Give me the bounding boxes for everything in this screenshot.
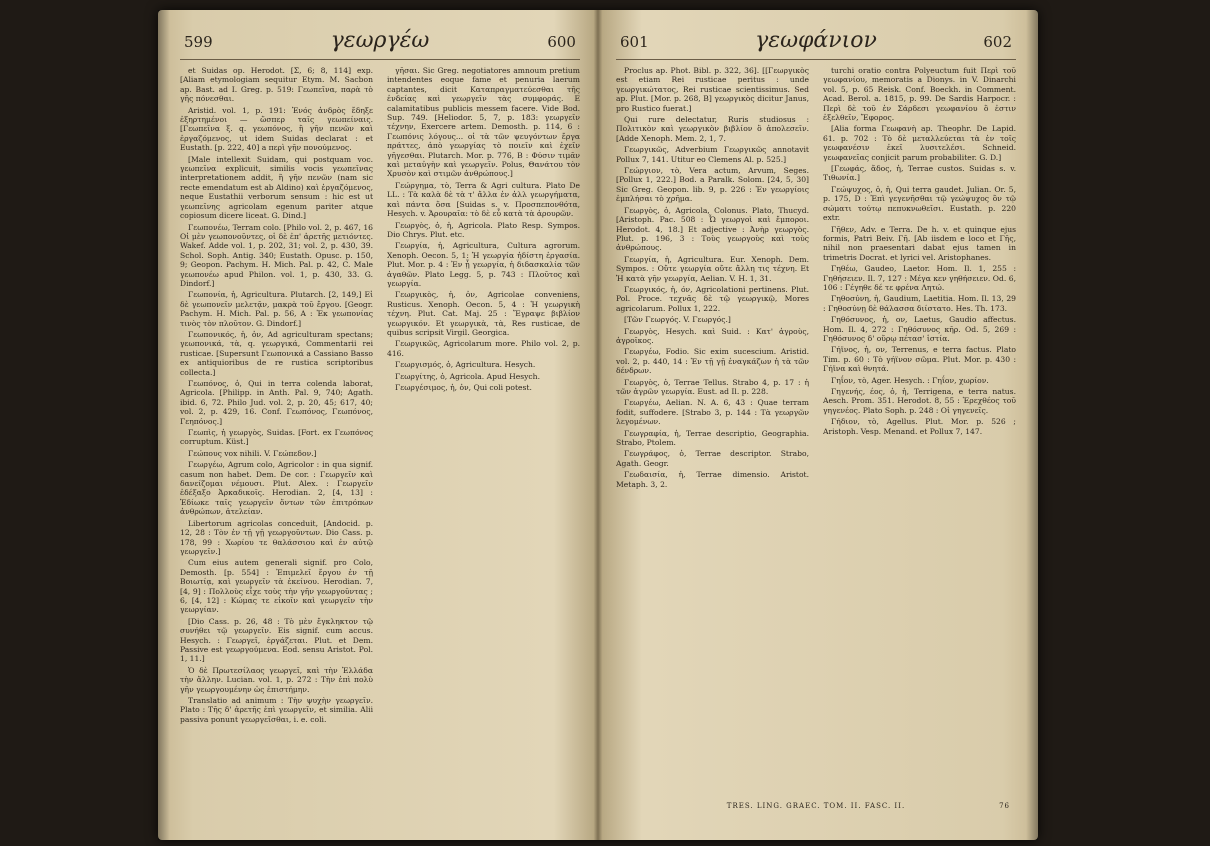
dictionary-entry: Γεωργικῶς, Adverbium Γεωργικῶς annotavit Pollux 7, 141. Utitur eo Clemens Al. p. 525.] [616, 145, 809, 164]
dictionary-entry: [Τῶν Γεωργός. V. Γεωργός.] [624, 315, 731, 325]
left-page-header [180, 28, 580, 60]
dictionary-entry: Γεωργὸς, ὁ, Terrae Tellus. Strabo 4, p. 17 : ἡ τῶν ἀγρῶν γεωργία. Eust. ad Il. p. 228. [616, 377, 809, 396]
dictionary-entry: Γεωργὸς, Hesych. καὶ Suid. : Κατ' ἀγροὺς, ἀγροῖκος. [616, 326, 809, 345]
dictionary-entry: Γεωργικὸς, ἡ, ὀν, Agricolae conveniens, Rusticus. Xenoph. Oecon. 5, 4 : Ἡ γεωργικὴ τέχνη. Plut. Cat. Maj. 25 : Ἔγραψε βιβλίον γεωργικόν. Et γεωργικὰ, τὰ, Res rusticae, de quibus scripsit Virgil. Georgica. [387, 290, 580, 337]
dictionary-entry: Γηΐον, τὸ, Ager. Hesych. : Γηΐον, χωρίον. [831, 375, 989, 385]
dictionary-entry: Γεωγράφος, ὁ, Terrae descriptor. Strabo, Agath. Geogr. [616, 449, 809, 468]
dictionary-entry: Γηθέω, Gaudeo, Laetor. Hom. Il. 1, 255 : Γηθήσειεν. Il. 7, 127 : Μέγα κεν γηθήσειεν. Od. 6, 106 : Γέγηθε δέ τε φρένα Λητώ. [823, 264, 1016, 292]
left-headword: γεωργέω [330, 28, 430, 53]
dictionary-entry: Libertorum agricolas conceduit, [Andocid. p. 12, 28 : Τὸν ἐν τῇ γῇ γεωργοῦντων. Dio Cass. p. 178, 99 : Χωρίου τε θαλάσσιου καὶ ἐν αὐτῷ γεωργεῖν.] [180, 518, 373, 556]
dictionary-entry: Γήϊνος, ἡ, ον, Terrenus, e terra factus. Plato Tim. p. 60 : Τὸ γήϊνον σῶμα. Plut. Mor. p. 430 : Γήϊνα καὶ θνητά. [823, 345, 1016, 374]
page-footer [616, 802, 1016, 810]
left-column-number: 600 [547, 33, 576, 51]
dictionary-entry: Qui rure delectatur, Ruris studiosus : Πολιτικὸν καὶ γεωργικὸν βιβλίον ὃ ἀπολεσεῖν. [Adde Xenoph. Mem. 2, 1, 7. [616, 115, 809, 143]
left-column-1 [180, 66, 373, 796]
left-column-2 [387, 66, 580, 796]
book-edge-shadow-right [1026, 10, 1038, 840]
dictionary-entry: et Suidas op. Herodot. [Σ, 6; 8, 114] exp. [Aliam etymologiam sequitur Etym. M. Sacbon ap. Bast. ad I. Greg. p. 519: Γεωπεῖνα, παρὰ τὸ γῆς πόνεσθαι. [180, 66, 373, 104]
left-page-number: 599 [184, 33, 213, 51]
dictionary-entry: Γεωπονία, ἡ, Agricultura. Plutarch. [2, 149,] Εἰ δὲ γεωπονεῖν μελετᾷν, μακρὰ τοῦ ἔργου. [Geogr. Pachym. H. Mich. Pal. p. 56, A : Ἐκ γεωπονίας τινὸς τὸν πλοῦτον. G. Dindorf.] [180, 290, 373, 328]
dictionary-entry: Γεώργιον, τὸ, Vera actum, Arvum, Seges. [Pollux 1, 222.] Bod. a Paralk. Solom. [24, 5, 30] Sic Greg. Geopon. lib. 9, p. 226 : Ἐν γεωργίοις ἐμπλήσαι τὸ χρῆμα. [616, 166, 809, 204]
right-column-number: 601 [620, 33, 649, 51]
dictionary-entry: Γηθοσύνη, ἡ, Gaudium, Laetitia. Hom. Il. 13, 29 : Γηθοσύνῃ δὲ θάλασσα διίστατο. Hes. Th. 173. [823, 294, 1016, 313]
book-edge-shadow-left [158, 10, 170, 840]
dictionary-entry: [Alia forma Γεωφανὴ ap. Theophr. De Lapid. 61. p. 702 : Τὸ δὲ μεταλλεύεται τὰ ἐν τοῖς γεωφανέσιν ἐκεῖ λυσιτελέσι. Schneid. γεωφανεῖας conjicit parum probabiliter. G. D.] [823, 124, 1016, 162]
dictionary-entry: Γεωπονικός, ἡ, ὀν, Ad agriculturam spectans; γεωπονικά, τὰ, q. γεωργικά, Commentarii rei rusticae. [Supersunt Γεωπονικά a Cassiano Basso ex antiquioribus de re rustica scriptoribus collecta.] [180, 329, 373, 377]
dictionary-entry: Γεωργισμός, ὁ, Agricultura. Hesych. [395, 360, 536, 370]
dictionary-entry: Γεωργικός, ἡ, όν, Agricolationi pertinens. Plut. Pol. Proce. τεχνᾶς δὲ τῷ γεωργικῷ, Mores agricolarum. Pollux 1, 222. [616, 284, 809, 313]
dictionary-entry: Γεωργία, ἡ, Agricultura. Eur. Xenoph. Dem. Sympos. : Οὔτε γεωργία οὔτε ἄλλη τις τέχνη. Et Ἡ κατὰ γῆν γεωργία, Aelian. V. H. 1, 31. [616, 254, 809, 283]
dictionary-entry: turchi oratio contra Polyeuctum fuit Περὶ τοῦ γεωφανίου, memoratis a Dionys. in V. Dinarchi vol. 5, p. 65 Reisk. Conf. Boeckh. in Comment. Acad. Berol. a. 1815, p. 99. De Sardis Harpocr. : Περὶ δὲ τοῦ ἐν Σάρδεσι γεωφανίου ὃ ἐστιν ἐξελθεῖν, Ἔφορος. [823, 66, 1016, 123]
dictionary-entry: Γήδιον, τὸ, Agellus. Plut. Mor. p. 526 ; Aristoph. Vesp. Menand. et Pollux 7, 147. [823, 417, 1016, 436]
dictionary-entry: [Γεωφάς, ἄδος, ἡ, Terrae custos. Suidas s. v. Τιθωνία.] [823, 164, 1016, 183]
dictionary-entry: Γεωργέσιμος, ἡ, ὁν, Qui coli potest. [395, 383, 532, 392]
dictionary-entry: Γεωργία, ἡ, Agricultura, Cultura agrorum. Xenoph. Oecon. 5, 1: Ἡ γεωργία ἡδίστη ἐργασία. Plut. Mor. p. 4 : Ἐν ᾗ γεωργία, ἡ διδασκαλία τῶν ἀγαθῶν. Plato Legg. 5, p. 743 : Πλοῦτος καὶ γεωργία. [387, 241, 580, 288]
dictionary-entry: Translatio ad animum : Τὴν ψυχὴν γεωργεῖν. Plato : Τῆς δ' ἀρετῆς ἐπὶ γεωργεῖν, et similia. Alii passiva ponunt γεωργεῖσθαι, i. e. coli. [180, 696, 373, 724]
dictionary-entry: Γεωγραφία, ἡ, Terrae descriptio, Geographia. Strabo, Ptolem. [616, 428, 809, 448]
right-page-number: 602 [983, 33, 1012, 51]
dictionary-entry: Γεωργίτης, ὁ, Agricola. Apud Hesych. [395, 371, 540, 381]
right-column-2 [823, 66, 1016, 796]
right-page-columns [616, 66, 1016, 796]
dictionary-entry: Γεωργέω, Fodio. Sic exim sucescium. Aristid. vol. 2, p. 440, 14 : Ἐν τῇ γῇ ἐναγκάζων ἡ τὰ τῶν δένδρων. [616, 347, 809, 376]
dictionary-entry: Γεωργὸς, ὁ, Agricola, Colonus. Plato, Thucyd. [Aristoph. Pac. 508 : Ὦ γεωργοὶ καὶ ἔμποροι. Herodot. 4, 18.] Et adjective : Ἀνὴρ γεωργὸς. Plut. p. 196, 3 : Τοὺς γεωργοὺς καὶ τοὺς ἀνθρώπους. [616, 205, 809, 253]
dictionary-entry: Γεωπὶς, ἡ γεωργὸς, Suidas. [Fort. ex Γεωπόνος corruptum. Küst.] [180, 428, 373, 447]
dictionary-entry: Γεώργημα, τὸ, Terra & Agri cultura. Plato De LL. : Τὰ καλὰ δὲ τὰ τ' ἄλλα ἐν ἀλλ γεωργήματα, καὶ πάντα ὅσα [Suidas s. v. Προσπεπονθότα, Hesych. v. Ἀρουραῖα: τὸ δὲ εὖ κατὰ τὰ ἀρουρῶν. [387, 180, 580, 219]
right-page [616, 28, 1016, 818]
dictionary-entry: Proclus ap. Phot. Bibl. p. 322, 36]. [[Γεωργικὸς est etiam Rei rusticae peritus : unde γεωργικώτατος, Rei rusticae scientissimus. Sed ap. Plut. [Mor. p. 268, B] γεωργικὸς dicitur Janus, pro Rustico fuerat.] [616, 66, 809, 113]
dictionary-entry: Γεωργέω, Aelian. N. A. 6, 43 : Quae terram fodit, suffodere. [Strabo 3, p. 144 : Τὰ γεωργῶν λεγομένων. [616, 398, 809, 427]
dictionary-entry: Cum eius autem generali signif. pro Colo, Demosth. [p. 554] : Ἐπιμελεῖ ἔργου ἐν τῇ Βοιωτίᾳ, καὶ γεωργεῖν τὰ ἐκείνου. Herodian. 7, [4, 9] : Πολλοὺς εἶχε τοὺς τὴν γῆν γεωργοῦντας ; 6, [4, 12] : Κώμας τε εἰκοῖν καὶ γεωργεῖν τὴν γεωργίαν. [180, 558, 373, 615]
footer-title: TRES. LING. GRAEC. TOM. II. FASC. II. [726, 802, 906, 810]
dictionary-entry: Γεωπόνος, ὁ, Qui in terra colenda laborat, Agricola. [Philipp. in Anth. Pal. 9, 740; Agath. ibid. 6, 72. Philo Jud. vol. 2, p. 20, 45; 617, 40; vol. 2, p. 429, 16. Conf. Γεωπόνος, Γεωπόνος, Γεηπόνος.] [180, 379, 373, 426]
right-page-header [616, 28, 1016, 60]
left-page-columns [180, 66, 580, 796]
dictionary-entry: Aristid. vol. 1, p. 191: Ἐνός ἀνδρὸς ἔδηξε ἐξηρτημένοι — ὥσπερ ταῖς γεωπείναις. [Γεωπεῖνα ξ. q. γεωπόνος, ἢ γῆν πενῶν καὶ ἐργαζόμενος, ut idem Suidas declarat : et Eustath. [p. 222, 40] a περὶ γῆν πονούμενος. [180, 105, 373, 153]
dictionary-entry: Γεωπονέω, Terram colo. [Philo vol. 2, p. 467, 16 Οἱ μὲν γεωπονοῦντες, οἱ δὲ ἐπ' ἀρετῆς μετιόντες. Wakef. Adde vol. 1, p. 202, 31; vol. 2, p. 430, 39. Schol. Soph. Antig. 340; Eustath. Opusc. p. 150, 9; Geopon. Pachym. H. Mich. Pal. p. 42, C. Male γεωπονέω apud Philon. vol. 1, p. 430, 33. G. Dindorf.] [180, 222, 373, 288]
dictionary-entry: Γεώψυχος, ὁ, ἡ, Qui terra gaudet. Julian. Or. 5, p. 175, D : Ἐπὶ γεγενῆσθαι τῷ γεώψυχος ὂν τῷ σώματι τούτῳ πεπυκνωθεῖσι. Eustath. p. 220 extr. [823, 184, 1016, 223]
dictionary-entry: γῆσαι. Sic Greg. negotiatores amnoum pretium intendentes eoque fame et penuria laerum captantes, dicit Καταπραγματεύεσθαι τῆς ἐνδείας καὶ γεωργεῖν τὰς συμφοράς. E calamitatibus publicis messem facere. Vide Bod. Sup. 749. [Heliodor. 5, 7, p. 183: γεωργεῖν τέχνην, Exercere artem. Demosth. p. 114, 6 : Γεωπόνις λόγους... οἱ τὰ τῶν ψευγόντων ἔργα πράττες, ἀπὸ γεωργίας τὸ ποιεῖν καὶ ἐχεῖν γῆγεσθαι. Plutarch. Mor. p. 776, B : Φύσιν τιμᾶν καὶ μεταὐγὴν καὶ γεωργεῖν. Polus, Θανάτου τὸν Χρυσὸν καὶ στιμῶν ἀνθρώπους.] [387, 66, 580, 179]
footer-signature: 76 [999, 802, 1010, 810]
dictionary-entry: [Dio Cass. p. 26, 48 : Τὸ μὲν ἔγκληκτον τῷ συνήθει τῷ γεωργεῖν. Eis signif. cum accus. Hesych. : Γεωργεῖ, ἐργάζεται. Plut. et Dem. Passive est γεωργούμενα. Eod. sensu Aristot. Pol. 1, 11.] [180, 616, 373, 664]
dictionary-entry: Γεωργέω, Agrum colo, Agricolor : in qua signif. casum non habet. Dem. De cor. : Γεωργεῖν καὶ δανείζομαι νέμουσι. Plut. Alex. : Γεωργεῖν ἐδέξαξο Ἀρκαδικοῖς. Herodian. 2, [4, 13] : Ἐδίωκε ταῖς γεωργεῖν ὄντων τῶν ἐπιτρόπων ἀνθρώπων, ἀτελείαν. [180, 460, 373, 517]
dictionary-entry: Γηθόσυνος, ἡ, ον, Laetus, Gaudio affectus. Hom. Il. 4, 272 : Γηθόσυνος κῆρ. Od. 5, 269 : Γηθόσυνος δ' οὔρῳ πέτασ' ἱστία. [823, 315, 1016, 343]
dictionary-entry: Γεωργικῶς, Agricolarum more. Philo vol. 2, p. 416. [387, 339, 580, 358]
dictionary-entry: Γῆθεν, Adv. e Terra. De h. v. et quinque ejus formis, Patri Beiv. Γῆ. [Ab iisdem e loco et Γῆς, nihil non praesentari dabat ejus tamen in trimetris Docrat. et lyrici vel. Aristophanes. [823, 224, 1016, 262]
open-book [158, 10, 1038, 840]
left-page [180, 28, 580, 818]
dictionary-entry: Γεωργὸς, ὁ, ἡ, Agricola. Plato Resp. Sympos. Dio Chrys. Plut. etc. [387, 220, 580, 239]
dictionary-entry: [Male intellexit Suidam, qui postquam voc. γεωπεῖνα explicuit, similis vocis γεωπεῖνας interpretationem addit, ἢ γῆν πενῶν (nam sic recte emendatum est ab Aldino) καὶ ἐργαζόμενος, neque Eustathii verborum sensum : hic est ut γεωπεῖνης agricolam egenum pariter atque copiosum dicere liceat. G. Dind.] [180, 154, 373, 221]
dictionary-entry: Γεωδαισία, ἡ, Terrae dimensio. Aristot. Metaph. 3, 2. [616, 470, 809, 489]
dictionary-entry: Ὁ δὲ Πρωτεσίλαος γεωργεῖ, καὶ τὴν Ἑλλάδα τὴν ἄλλην. Lucian. vol. 1, p. 272 : Τὴν ἐπὶ πολὺ γῆν γεωργουμένην ὡς ἐπιστήμην. [180, 665, 373, 694]
right-headword: γεωφάνιον [755, 28, 877, 53]
right-column-1 [616, 66, 809, 796]
dictionary-entry: Γηγενής, έος, ὁ, ἡ, Terrigena, e terra natus. Aesch. Prom. 351. Herodot. 8, 55 : Ἐρεχθέος τοῦ γηγενέος. Plato Soph. p. 248 : Οἱ γηγενεῖς. [823, 387, 1016, 415]
dictionary-entry: Γεώπους vox nihili. V. Γεώπεδον.] [188, 448, 317, 458]
